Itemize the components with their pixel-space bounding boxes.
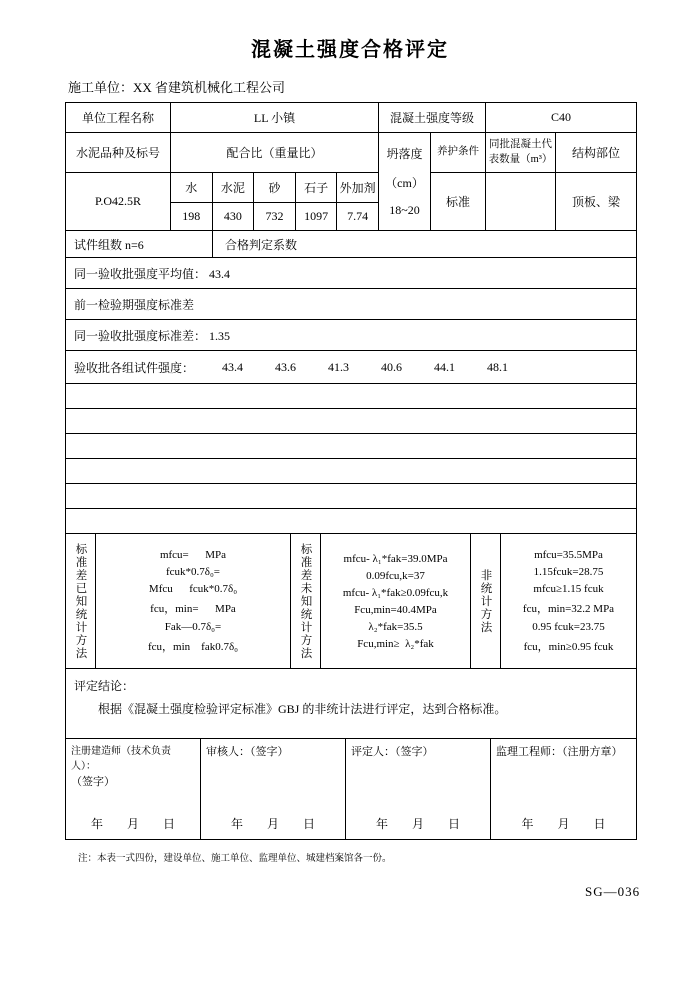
strength-value: 41.3 — [328, 359, 350, 374]
structure-column — [556, 133, 636, 230]
project-info-row — [66, 103, 636, 133]
nonstat-method-label-cell — [471, 534, 501, 668]
conclusion-cell — [66, 669, 636, 738]
formula-line: Fcu,min≥ λ₂*fak — [357, 637, 434, 650]
empty-row — [66, 434, 636, 459]
empty-cell — [66, 409, 636, 433]
conclusion-row — [66, 669, 636, 739]
batch-quantity-value — [486, 173, 555, 230]
formula-line: 1.15fcuk=28.75 — [533, 565, 604, 578]
signature-row — [66, 739, 636, 839]
empty-row — [66, 509, 636, 534]
structure-value: 顶板、梁 — [571, 195, 620, 209]
unknown-method-formulas — [321, 534, 471, 668]
known-method-label: 标准差已知统计方法 — [74, 542, 87, 660]
nonstat-method-formulas — [501, 534, 636, 668]
strength-grade-value: C40 — [550, 110, 571, 124]
slump-cell — [379, 133, 431, 230]
formula-line: fcu，min=32.2 MPa — [522, 602, 615, 615]
mix-col-water — [171, 173, 213, 230]
mix-cement-header: 水泥 — [213, 173, 254, 203]
curing-column — [431, 133, 486, 230]
mix-col-admixture — [337, 173, 378, 230]
structure-label: 结构部位 — [556, 133, 636, 173]
reviewer-signature-cell — [201, 739, 346, 839]
nonstat-method-label: 非统计方法 — [479, 568, 492, 634]
conclusion-label: 评定结论： — [74, 679, 135, 693]
mix-ratio-column — [171, 133, 379, 230]
batch-quantity-column — [486, 133, 556, 230]
specimen-row — [66, 231, 636, 258]
mix-water-header: 水 — [171, 173, 212, 203]
mix-sand-header: 砂 — [254, 173, 295, 203]
slump-value: 18~20 — [389, 203, 420, 217]
batch-stddev-row — [66, 320, 636, 351]
group-strength-row — [66, 351, 636, 384]
reviewer-date-line: 年 月 日 — [230, 817, 315, 831]
strength-value: 48.1 — [487, 359, 509, 374]
builder-date-line: 年 月 日 — [90, 817, 175, 831]
formula-line: λ₂*fak=35.5 — [368, 620, 423, 633]
mean-strength: 同一验收批强度平均值： 43.4 — [74, 266, 231, 281]
supervisor-signature-cell — [491, 739, 636, 839]
formula-line: Fcu,min=40.4MPa — [354, 603, 437, 616]
cement-type-label: 水泥品种及标号 — [66, 133, 170, 173]
strength-value: 43.6 — [275, 359, 297, 374]
formula-line: 0.95 fcuk=23.75 — [532, 620, 605, 633]
mix-design-band — [66, 133, 636, 231]
formula-line: Mfcu fcuk*0.7δ₀ — [148, 582, 238, 595]
supervisor-date-line: 年 月 日 — [521, 817, 606, 831]
methods-row — [66, 534, 636, 669]
previous-stddev-row — [66, 289, 636, 320]
curing-value: 标准 — [445, 195, 470, 209]
cement-type-value: P.O42.5R — [94, 194, 141, 208]
unknown-method-label-cell — [291, 534, 321, 668]
formula-line: fcu，min≥0.95 fcuk — [523, 640, 614, 653]
cement-type-column — [66, 133, 171, 230]
form-code: SG—036 — [585, 884, 641, 899]
previous-stddev: 前一检验期强度标准差 — [74, 297, 195, 312]
strength-value: 40.6 — [381, 359, 403, 374]
specimen-count: 试件组数 n=6 — [66, 231, 213, 257]
mix-ratio-label: 配合比（重量比） — [171, 133, 378, 173]
mix-stone-header: 石子 — [296, 173, 337, 203]
builder-sign-hint: （签字） — [71, 776, 115, 788]
formula-line: fcuk*0.7δ₀= — [165, 565, 221, 578]
strength-value: 44.1 — [434, 359, 456, 374]
strength-grade-label: 混凝土强度等级 — [379, 103, 486, 132]
slump-unit: （cm） — [385, 176, 424, 190]
reviewer-label: 审核人：（签字） — [206, 746, 289, 758]
strength-value: 43.4 — [222, 359, 244, 374]
formula-line: mfcu≥1.15 fcuk — [533, 582, 604, 595]
formula-line: fcu，min= MPa — [150, 602, 236, 615]
formula-line: mfcu- λ₁*fak≥0.09fcu,k — [342, 586, 449, 599]
unknown-method-label: 标准差未知统计方法 — [299, 542, 312, 660]
known-method-formulas — [96, 534, 291, 668]
formula-line: 0.09fcu,k=37 — [366, 569, 425, 582]
mix-admixture-header: 外加剂 — [337, 173, 378, 203]
builder-signature-cell — [66, 739, 201, 839]
coefficient-label: 合格判定系数 — [225, 237, 298, 252]
formula-line: fcu，min fak0.7δ₀ — [148, 640, 238, 653]
group-strength-cell — [66, 351, 636, 383]
conclusion-text: 根据《混凝土强度检验评定标准》GBJ 的非统计法进行评定，达到合格标准。 — [98, 702, 507, 716]
unit-project-value: LL 小镇 — [171, 103, 379, 132]
footnote: 注：本表一式四份，建设单位、施工单位、监理单位、城建档案馆各一份。 — [78, 854, 392, 864]
assessor-date-line: 年 月 日 — [375, 817, 460, 831]
builder-label: 注册建造师（技术负责人）： — [71, 746, 171, 772]
builder-signature-labels — [71, 744, 195, 791]
mix-water-value: 198 — [182, 209, 201, 223]
group-strength-label: 验收批各组试件强度： — [74, 360, 195, 375]
empty-row — [66, 409, 636, 434]
construction-unit-line: 施工单位：XX 省建筑机械化工程公司 — [68, 80, 286, 95]
empty-row — [66, 484, 636, 509]
unit-project-label: 单位工程名称 — [66, 103, 171, 132]
assessor-signature-cell — [346, 739, 491, 839]
empty-cell — [66, 384, 636, 408]
formula-line: Fak—0.7δ₀= — [164, 620, 222, 633]
empty-cell — [66, 434, 636, 458]
mix-admixture-value: 7.74 — [347, 209, 369, 223]
mix-col-stone — [296, 173, 338, 230]
known-method-label-cell — [66, 534, 96, 668]
assessor-label: 评定人：（签字） — [351, 746, 434, 758]
formula-line: mfcu= MPa — [159, 548, 227, 561]
mix-sand-value: 732 — [265, 209, 284, 223]
curing-label: 养护条件 — [431, 133, 485, 173]
evaluation-form-table — [65, 102, 637, 840]
formula-line: mfcu- λ₁*fak=39.0MPa — [343, 552, 448, 565]
page-title: 混凝土强度合格评定 — [251, 39, 449, 61]
mean-strength-row — [66, 258, 636, 289]
empty-row — [66, 384, 636, 409]
empty-cell — [66, 509, 636, 533]
supervisor-label: 监理工程师：（注册方章） — [496, 746, 623, 758]
formula-line: mfcu=35.5MPa — [534, 548, 603, 561]
mix-stone-value: 1097 — [304, 209, 329, 223]
empty-cell — [66, 459, 636, 483]
mix-cement-value: 430 — [223, 209, 242, 223]
empty-cell — [66, 484, 636, 508]
mix-ratio-grid — [171, 173, 378, 230]
batch-stddev: 同一验收批强度标准差： 1.35 — [74, 328, 231, 343]
empty-row — [66, 459, 636, 484]
slump-label: 坍落度 — [386, 147, 423, 161]
mix-col-sand — [254, 173, 296, 230]
mix-col-cement — [213, 173, 255, 230]
batch-quantity-label: 同批混凝土代表数量（m³） — [486, 133, 555, 173]
